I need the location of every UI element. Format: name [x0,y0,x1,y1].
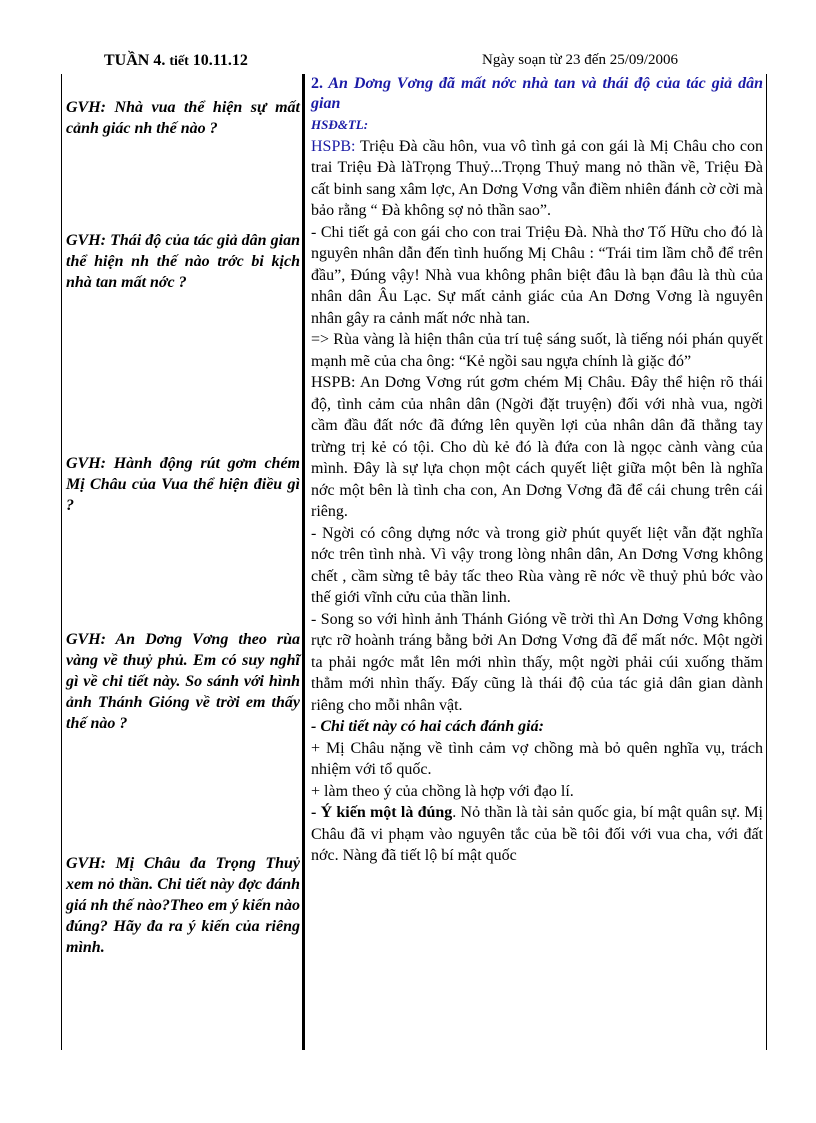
teacher-question-2: GVH: Thái độ của tác giả dân gian thể hiện nh thế nào trớc bi kịch nhà tan mất nớc ? [66,232,300,291]
header-week [104,52,248,70]
section-number: 2. [311,75,323,92]
hspb-label: HSPB: [311,137,356,155]
hsd-label: HSĐ&TL: [311,117,369,132]
teacher-question-3: GVH: Hành động rút gơm chém Mị Châu của Vua thể hiện điều gì ? [66,455,300,514]
section-title: An Dơng Vơng đã mất nớc nhà tan và thái độ của tác giả dân gian [311,75,763,112]
header-week-label: TUẦN 4. [104,52,166,69]
table-border-right [766,74,767,1050]
header-tiet: tiết [169,54,189,69]
paragraph-1-text: Triệu Đà cầu hôn, vua vô tình gả con gái là Mị Châu cho con trai Triệu Đà làTrọng Thuỷ...Trọng Thuỷ mang nỏ thần về, Triệu Đà cất binh sang xâm lợc, An Dơng Vơng vẫn điềm nhiên đánh cờ cời mà bảo rằng “ Đà không sợ nỏ thần sao”. [311,137,763,219]
section-heading [311,74,763,114]
paragraph-2: - Chi tiết gả con gái cho con trai Triệu Đà. Nhà thơ Tố Hữu cho đó là nguyên nhân dẫn đến tình huống Mị Châu : “Trái tim lầm chỗ để trên đầu”, Đúng vậy! Nhà vua không phân biệt đâu là bạn đâu là thù của nhân dân Âu Lạc. Sự mất cảnh giác của An Dơng Vơng là nguyên nhân gây ra cảnh mất nớc nhà tan. [311,223,763,327]
paragraph-10 [311,802,763,867]
paragraph-3: => Rùa vàng là hiện thân của trí tuệ sáng suốt, là tiếng nói phán quyết mạnh mẽ của cha ông: “Kẻ ngồi sau ngựa chính là giặc đó” [311,331,763,370]
paragraph-7: - Chi tiết này có hai cách đánh giá: [311,718,544,735]
table-border-left [61,74,62,1050]
paragraph-1 [311,136,763,222]
paragraph-8: + Mị Châu nặng về tình cảm vợ chồng mà bỏ quên nghĩa vụ, trách nhiệm với tổ quốc. [311,739,763,778]
paragraph-4: HSPB: An Dơng Vơng rút gơm chém Mị Châu. Đây thể hiện rõ thái độ, tình cảm của nhân dân (Ngời đặt truyện) đối với nhà vua, ngời cầm đầu đất nớc đã đứng lên quyền lợi của nhân dân đã thẳng tay trừng trị kẻ có tội. Cho dù kẻ đó là đứa con là ngọc cành vàng của mình. Đây là sự lựa chọn một cách quyết liệt giữa một bên là nghĩa nớc một bên là tình cha con, An Dơng Vơng đã để cái chung trên cái riêng. [311,374,763,520]
header-date: 10.11.12 [192,52,248,69]
table-border-middle [302,74,305,1050]
teacher-question-5: GVH: Mị Châu đa Trọng Thuỷ xem nỏ thần. Chi tiết này đợc đánh giá nh thế nào?Theo em ý kiến nào đúng? Hãy đa ra ý kiến của riêng mình. [66,855,300,956]
lesson-content [311,74,763,867]
paragraph-5: - Ngời có công dựng nớc và trong giờ phút quyết liệt vẫn đặt nghĩa nớc trên tình nhà. Vì vậy trong lòng nhân dân, An Dơng Vơng không chết , cầm sừng tê bảy tấc theo Rùa vàng rẽ nớc về thuỷ phủ bớc vào thế giới vĩnh cửu của thần linh. [311,524,763,606]
opinion-heading: - Ý kiến một là đúng [311,804,453,821]
paragraph-10-text: . Nỏ thần là tài sản quốc gia, bí mật quân sự. Mị Châu đã vi phạm vào nguyên tắc của bề tôi đối với vua cha, với đất nớc. Nàng đã tiết lộ bí mật quốc [311,804,763,864]
header-prep-date: Ngày soạn từ 23 đến 25/09/2006 [482,52,679,68]
teacher-question-1: GVH: Nhà vua thể hiện sự mất cảnh giác nh thế nào ? [66,99,300,137]
teacher-question-4: GVH: An Dơng Vơng theo rùa vàng về thuỷ phủ. Em có suy nghĩ gì về chi tiết này. So sánh với hình ảnh Thánh Gióng về trời em thấy thế nào ? [66,631,300,732]
paragraph-6: - Song so với hình ảnh Thánh Gióng về trời thì An Dơng Vơng không rực rỡ hoành tráng bằng bởi An Dơng Vơng đã để mất nớc. Một ngời ta phải ngớc mắt lên mới nhìn thấy, một ngời phải cúi xuống thăm thẳm mới nhìn thấy. Đấy cũng là thái độ của tác giả dân gian dành riêng cho mỗi nhân vật. [311,610,763,714]
paragraph-9: + làm theo ý của chồng là hợp với đạo lí. [311,782,574,800]
